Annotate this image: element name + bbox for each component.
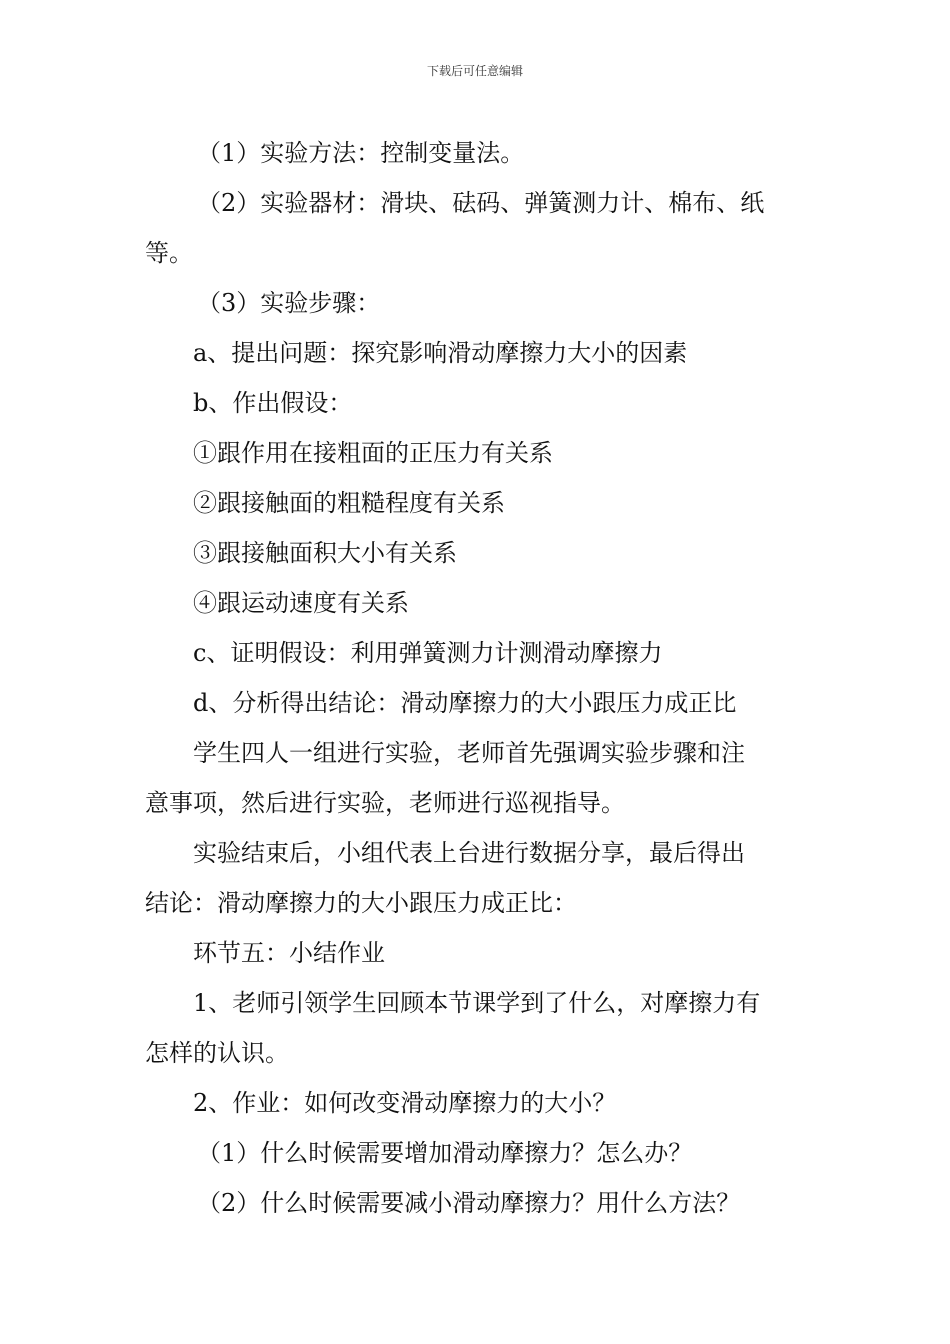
paragraph-line: （1）什么时候需要增加滑动摩擦力？怎么办？ xyxy=(197,1139,693,1167)
paragraph-line: 实验结束后，小组代表上台进行数据分享，最后得出 xyxy=(193,839,745,867)
paragraph-line: d、分析得出结论：滑动摩擦力的大小跟压力成正比 xyxy=(193,689,737,717)
paragraph-line: 怎样的认识。 xyxy=(145,1039,289,1067)
paragraph-line: 等。 xyxy=(145,239,193,267)
paragraph-line: 1、老师引领学生回顾本节课学到了什么，对摩擦力有 xyxy=(193,989,761,1017)
paragraph-line: （2）什么时候需要减小滑动摩擦力？用什么方法？ xyxy=(197,1189,741,1217)
document-body xyxy=(145,128,805,1228)
page-header-note: 下载后可任意编辑 xyxy=(426,64,523,78)
paragraph-line: 结论：滑动摩擦力的大小跟压力成正比： xyxy=(145,889,577,917)
paragraph-line: b、作出假设： xyxy=(193,389,353,417)
section-heading: 环节五：小结作业 xyxy=(193,939,385,967)
paragraph-line: 学生四人一组进行实验，老师首先强调实验步骤和注 xyxy=(193,739,745,767)
paragraph-line: ③跟接触面积大小有关系 xyxy=(193,539,457,567)
paragraph-line: （2）实验器材：滑块、砝码、弹簧测力计、棉布、纸 xyxy=(197,189,765,217)
paragraph-line: ①跟作用在接粗面的正压力有关系 xyxy=(193,439,553,467)
paragraph-line: 意事项，然后进行实验，老师进行巡视指导。 xyxy=(145,789,625,817)
paragraph-line: c、证明假设：利用弹簧测力计测滑动摩擦力 xyxy=(193,639,663,667)
paragraph-line: 2、作业：如何改变滑动摩擦力的大小？ xyxy=(193,1089,617,1117)
paragraph-line: （3）实验步骤： xyxy=(197,289,381,317)
paragraph-line: （1）实验方法：控制变量法。 xyxy=(197,139,525,167)
paragraph-line: ④跟运动速度有关系 xyxy=(193,589,409,617)
paragraph-line: a、提出问题：探究影响滑动摩擦力大小的因素 xyxy=(193,339,688,367)
paragraph-line: ②跟接触面的粗糙程度有关系 xyxy=(193,489,505,517)
